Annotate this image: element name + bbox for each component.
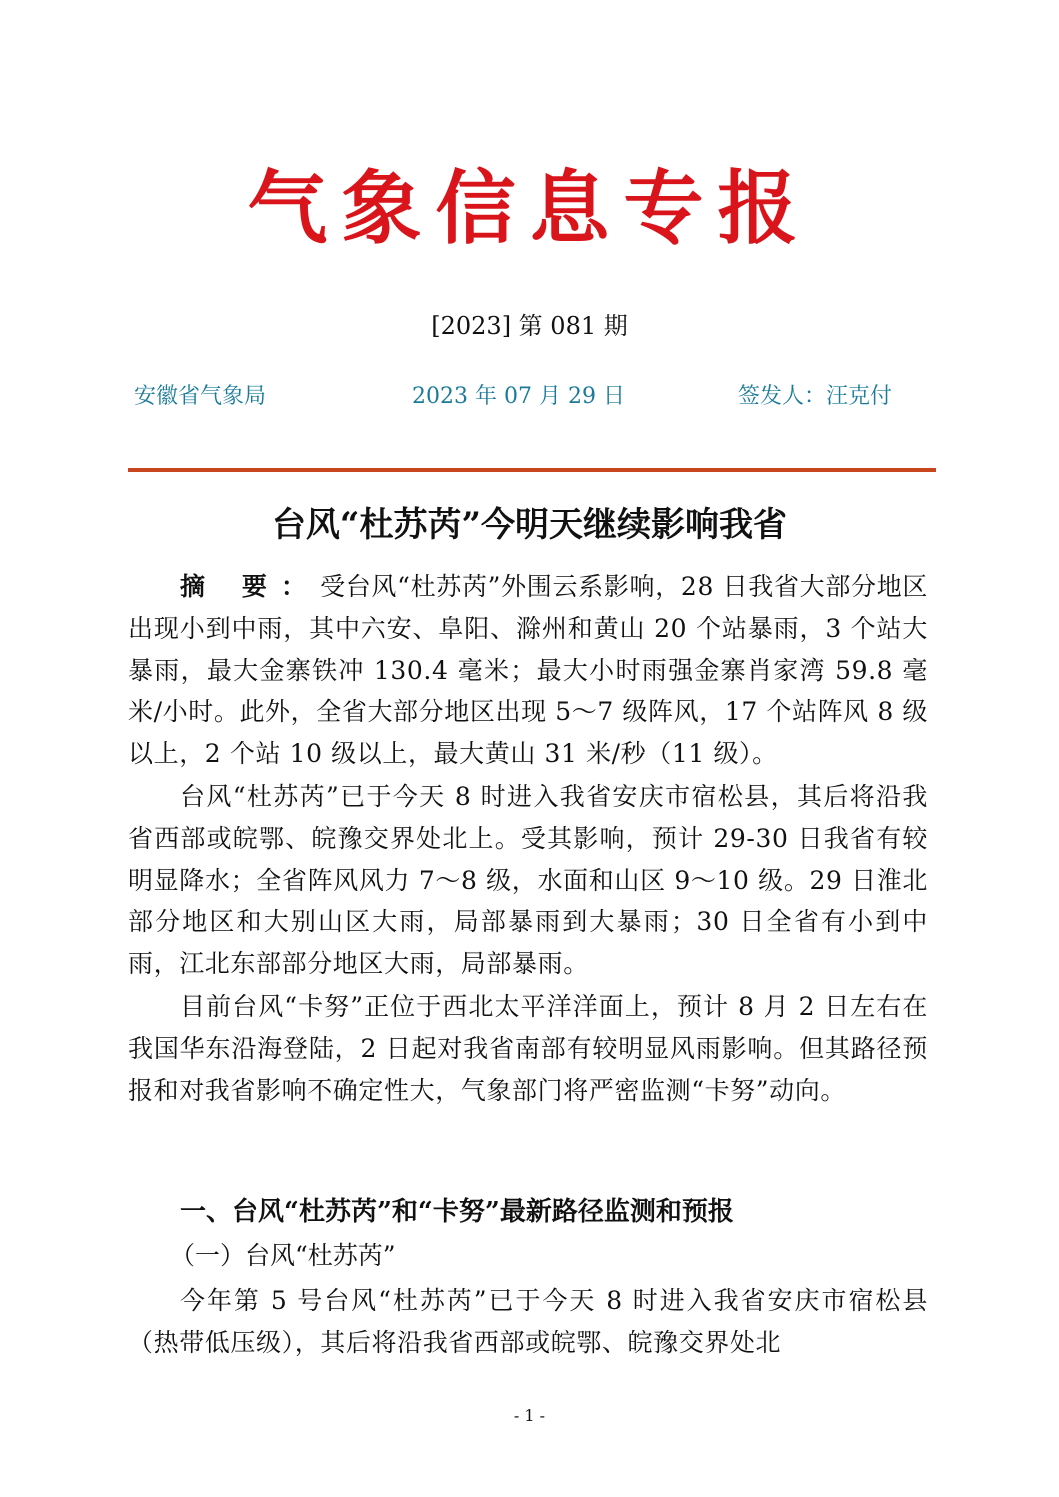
summary-paragraph xyxy=(128,566,928,775)
summary-label: 摘 要： xyxy=(180,572,321,601)
signer: 签发人：汪克付 xyxy=(738,384,893,409)
header-divider xyxy=(128,468,936,472)
summary-text: 受台风“杜苏芮”外围云系影响，28 日我省大部分地区出现小到中雨，其中六安、阜阳、滁州和黄山 20 个站暴雨，3 个站大暴雨，最大金寨铁冲 130.4 毫米；最大小时雨强金寨肖家湾 59.8 毫米/小时。此外，全省大部分地区出现 5～7 级阵风，17 个站阵风 8 级以上，2 个站 10 级以上，最大黄山 31 米/秒（11 级）。 xyxy=(128,572,928,769)
issuing-organization: 安徽省气象局 xyxy=(134,384,267,409)
issue-number: [2023] 第 081 期 xyxy=(431,312,628,340)
issue-date: 2023 年 07 月 29 日 xyxy=(412,384,625,409)
body-paragraph-dusurui: 台风“杜苏芮”已于今天 8 时进入我省安庆市宿松县，其后将沿我省西部或皖鄂、皖豫交界处北上。受其影响，预计 29-30 日我省有较明显降水；全省阵风风力 7～8 级，水面和山区 9～10 级。29 日淮北部分地区和大别山区大雨，局部暴雨到大暴雨；30 日全省有小到中雨，江北东部部分地区大雨，局部暴雨。 xyxy=(128,782,928,979)
section-heading: 一、台风“杜苏芮”和“卡努”最新路径监测和预报 xyxy=(180,1197,734,1227)
body-paragraph-kanu: 目前台风“卡努”正位于西北太平洋洋面上，预计 8 月 2 日左右在我国华东沿海登陆，2 日起对我省南部有较明显风雨影响。但其路径预报和对我省影响不确定性大，气象部门将严密监测“卡努”动向。 xyxy=(128,992,928,1105)
document-title: 台风“杜苏芮”今明天继续影响我省 xyxy=(271,505,788,545)
page-number: - 1 - xyxy=(513,1406,546,1425)
masthead-title: 气象信息专报 xyxy=(247,161,812,255)
section-paragraph: 今年第 5 号台风“杜苏芮”已于今天 8 时进入我省安庆市宿松县（热带低压级），其后将沿我省西部或皖鄂、皖豫交界处北 xyxy=(128,1286,928,1357)
subsection-heading: （一）台风“杜苏芮” xyxy=(170,1241,396,1270)
